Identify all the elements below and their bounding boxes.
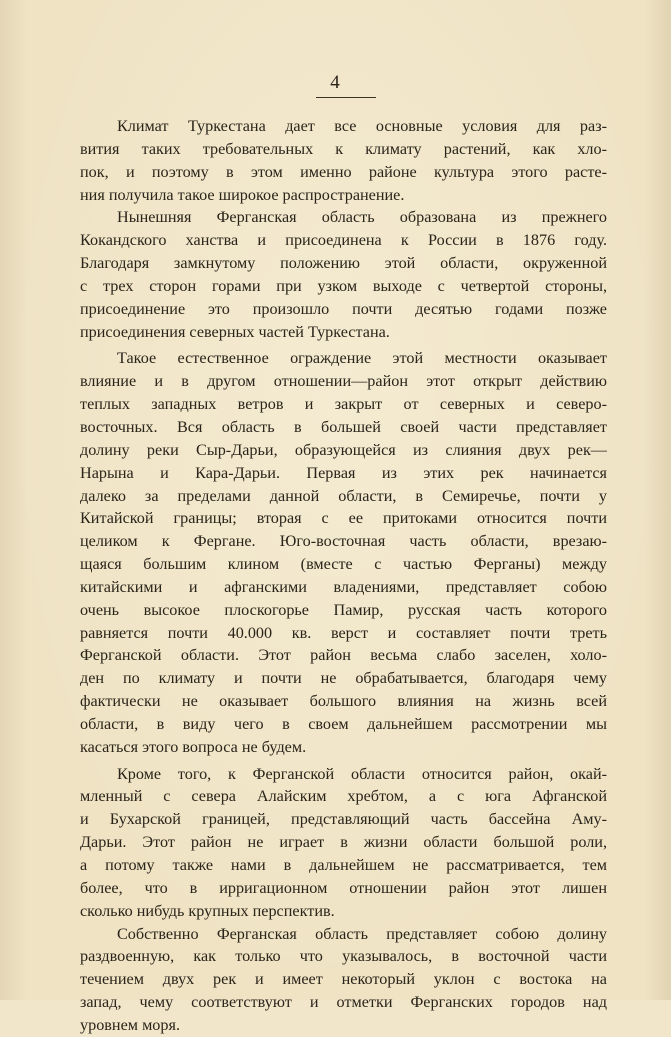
text-line: запад, чему соответствуют и отметки Ферганских городов над	[80, 993, 607, 1012]
text-line: щаяся большим клином (вместе с частью Ферганы) между	[80, 555, 607, 574]
text-line: более, что в ирригационном отношении район этот лишен	[80, 878, 607, 897]
text-line: присоединения северных частей Туркестана.	[80, 322, 390, 341]
text-line: равняется почти 40.000 кв. верст и составляет почти треть	[80, 623, 607, 642]
text-line: пок, и поэтому в этом именно районе культура этого расте-	[80, 162, 607, 181]
text-line: присоединение это произошло почти десятью годами позже	[80, 299, 607, 318]
text-line: касаться этого вопроса не будем.	[80, 737, 307, 756]
page-text	[80, 115, 607, 1037]
text-line: Кокандского ханства и присоединена к России в 1876 году.	[80, 231, 607, 250]
text-line: с трех сторон горами при узком выходе с четвертой стороны,	[80, 276, 607, 295]
paragraph-2	[80, 206, 607, 343]
text-line: Ферганской области. Этот район весьма слабо заселен, холо-	[80, 646, 607, 665]
text-line: восточных. Вся область в большей своей части представляет	[80, 417, 607, 436]
text-line: течением двух рек и имеет некоторый уклон с востока на	[80, 970, 607, 989]
text-line: Климат Туркестана дает все основные условия для раз-	[117, 117, 607, 135]
text-line: Нынешняя Ферганская область образована из прежнего	[117, 208, 607, 227]
text-line: влияние и в другом отношении—район этот открыт действию	[80, 372, 607, 391]
paragraph-1	[80, 115, 607, 206]
text-line: ден по климату и почти не обрабатывается, благодаря чему	[80, 669, 607, 688]
text-line: Собственно Ферганская область представляет собою долину	[117, 924, 607, 943]
text-line: теплых западных ветров и закрыт от северных и северо-	[80, 395, 607, 414]
text-line: целиком к Фергане. Юго-восточная часть области, врезаю-	[80, 532, 607, 551]
page-number: 4	[330, 72, 341, 93]
text-line: очень высокое плоскогорье Памир, русская часть которого	[80, 600, 607, 619]
page-number-rule	[316, 97, 376, 98]
text-line: мленный с севера Алайским хребтом, а с юга Афганской	[80, 787, 607, 806]
text-line: уровнем моря.	[80, 1015, 180, 1034]
paragraph-4	[80, 763, 607, 923]
text-line: далеко за пределами данной области, в Семиречье, почти у	[80, 486, 607, 505]
text-line: и Бухарской границей, представляющий часть бассейна Аму-	[80, 810, 607, 829]
text-line: ния получила такое широкое распространение.	[80, 185, 405, 204]
text-line: Нарына и Кара-Дарьи. Первая из этих рек начинается	[80, 463, 607, 482]
paragraph-5	[80, 923, 607, 1037]
paragraph-3	[80, 347, 607, 758]
text-line: раздвоенную, как только что указывалось, в восточной части	[80, 947, 607, 966]
text-line: Дарьи. Этот район не играет в жизни области большой роли,	[80, 833, 607, 852]
text-line: вития таких требовательных к климату растений, как хло-	[80, 139, 607, 158]
text-line: Благодаря замкнутому положению этой области, окруженной	[80, 254, 607, 273]
text-line: а потому также нами в дальнейшем не рассматривается, тем	[80, 856, 607, 874]
text-line: долину реки Сыр-Дарьи, образующейся из слияния двух рек—	[80, 440, 607, 459]
text-line: китайскими и афганскими владениями, представляет собою	[80, 577, 607, 596]
text-line: Кроме того, к Ферганской области относится район, окай-	[117, 764, 607, 783]
text-line: Китайской границы; вторая с ее притоками относится почти	[80, 509, 607, 528]
text-line: сколько нибудь крупных перспектив.	[80, 901, 335, 920]
text-line: области, в виду чего в своем дальнейшем рассмотрении мы	[80, 714, 607, 733]
text-line: Такое естественное ограждение этой местности оказывает	[117, 349, 607, 368]
text-line: фактически не оказывает большого влияния на жизнь всей	[80, 692, 607, 711]
